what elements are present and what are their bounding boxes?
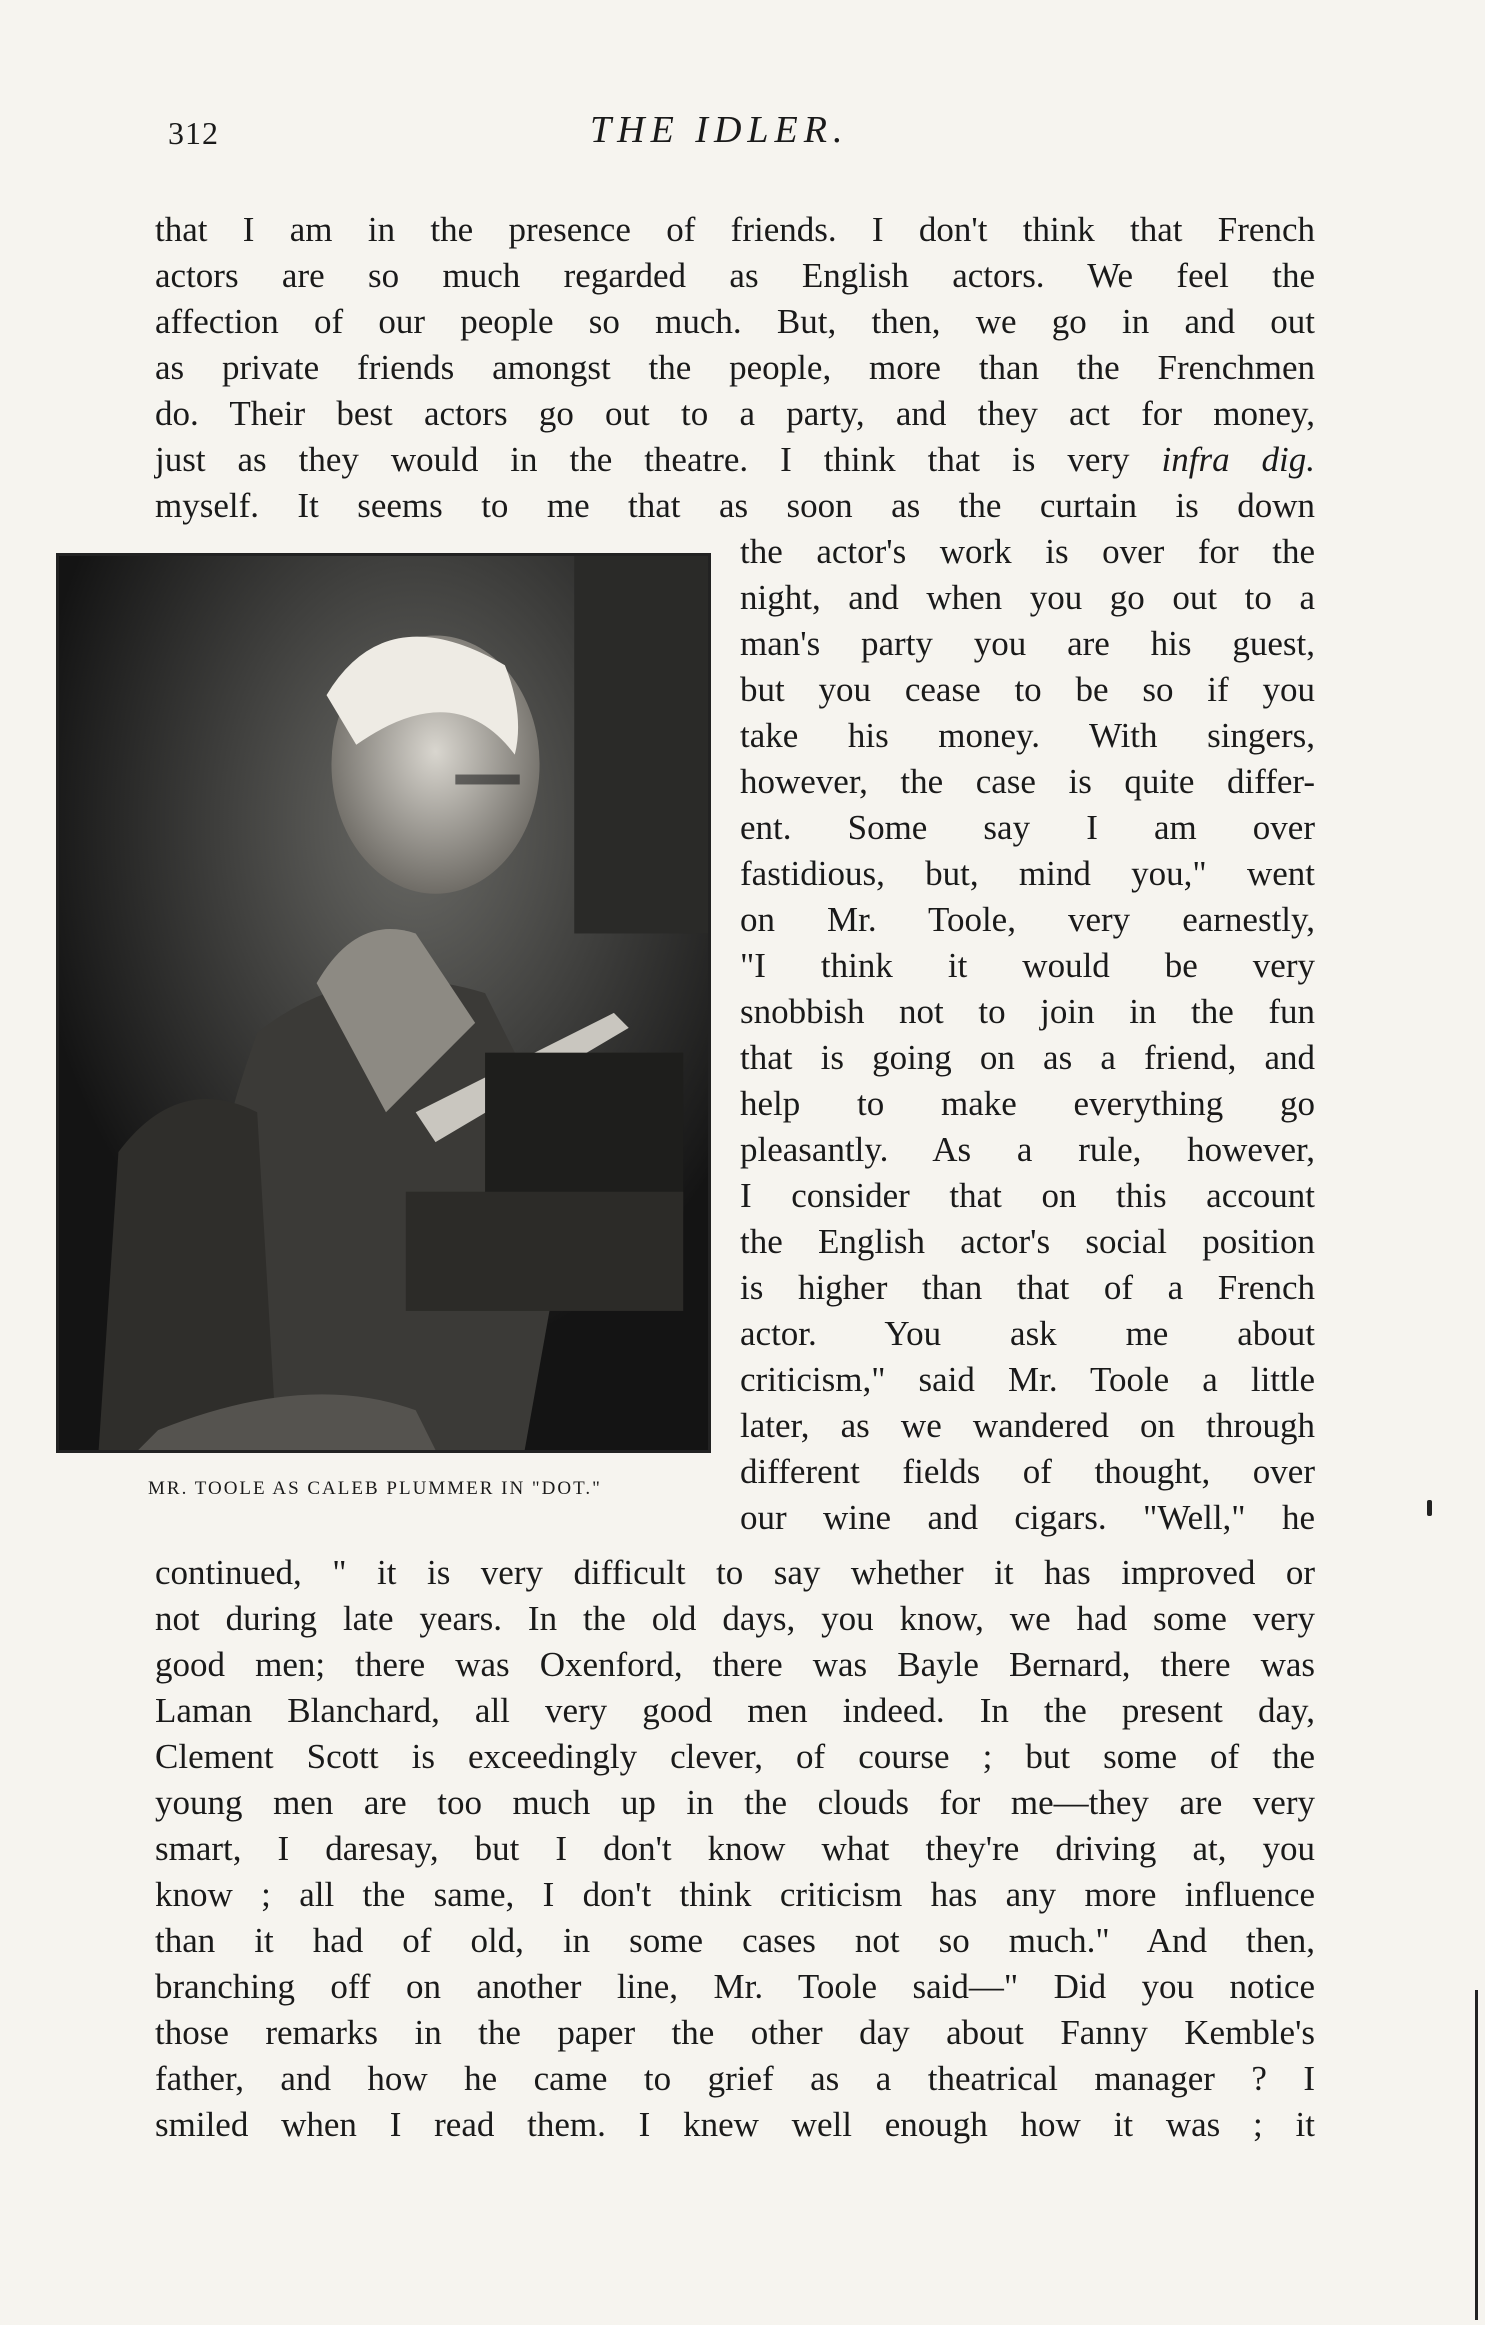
- body-line-bottom-3: good men; there was Oxenford, there was Bayle Bernard, there was: [155, 1645, 1315, 1684]
- body-line-bottom-2: not during late years. In the old days, you know, we had some very: [155, 1599, 1315, 1638]
- body-line-right-15: I consider that on this account: [740, 1176, 1315, 1215]
- body-line-right-9: on Mr. Toole, very earnestly,: [740, 900, 1315, 939]
- portrait-photo-icon: [59, 556, 708, 1450]
- body-line-right-18: actor. You ask me about: [740, 1314, 1315, 1353]
- body-line-top-1: that I am in the presence of friends. I don't think that French: [155, 210, 1315, 249]
- body-line-right-22: our wine and cigars. "Well," he: [740, 1498, 1315, 1537]
- body-line-bottom-10: branching off on another line, Mr. Toole said—" Did you notice: [155, 1967, 1315, 2006]
- page-number: 312: [168, 115, 219, 151]
- body-line-right-20: later, as we wandered on through: [740, 1406, 1315, 1445]
- body-line-right-2: night, and when you go out to a: [740, 578, 1315, 617]
- scan-speck: [1427, 1500, 1432, 1516]
- body-line-bottom-8: know ; all the same, I don't think criticism has any more influence: [155, 1875, 1315, 1914]
- body-line-right-11: snobbish not to join in the fun: [740, 992, 1315, 1031]
- scan-edge-mark: [1475, 1990, 1478, 2320]
- body-line-bottom-11: those remarks in the paper the other day about Fanny Kemble's: [155, 2013, 1315, 2052]
- body-line-right-17: is higher than that of a French: [740, 1268, 1315, 1307]
- body-line-bottom-6: young men are too much up in the clouds for me—they are very: [155, 1783, 1315, 1822]
- body-line-right-14: pleasantly. As a rule, however,: [740, 1130, 1315, 1169]
- body-line-bottom-4: Laman Blanchard, all very good men indeed. In the present day,: [155, 1691, 1315, 1730]
- body-line-right-5: take his money. With singers,: [740, 716, 1315, 755]
- body-line-right-8: fastidious, but, mind you," went: [740, 854, 1315, 893]
- body-line-right-12: that is going on as a friend, and: [740, 1038, 1315, 1077]
- body-line-right-1: the actor's work is over for the: [740, 532, 1315, 571]
- body-line-right-3: man's party you are his guest,: [740, 624, 1315, 663]
- body-line-bottom-1: continued, " it is very difficult to say whether it has improved or: [155, 1553, 1315, 1592]
- body-line-right-7: ent. Some say I am over: [740, 808, 1315, 847]
- body-line-bottom-9: than it had of old, in some cases not so much." And then,: [155, 1921, 1315, 1960]
- body-line-bottom-12: father, and how he came to grief as a theatrical manager ? I: [155, 2059, 1315, 2098]
- body-line-right-4: but you cease to be so if you: [740, 670, 1315, 709]
- body-line-right-13: help to make everything go: [740, 1084, 1315, 1123]
- body-line-right-10: "I think it would be very: [740, 946, 1315, 985]
- figure-caption: MR. TOOLE AS CALEB PLUMMER IN "DOT.": [148, 1478, 602, 1499]
- portrait-photo: [56, 553, 711, 1453]
- body-line-right-6: however, the case is quite differ-: [740, 762, 1315, 801]
- body-line-top-6: [155, 437, 1315, 483]
- infra-dig-italic: infra dig.: [1161, 440, 1316, 479]
- body-line-right-21: different fields of thought, over: [740, 1452, 1315, 1491]
- body-line-top-5: do. Their best actors go out to a party, and they act for money,: [155, 394, 1315, 433]
- body-line-top-2: actors are so much regarded as English actors. We feel the: [155, 256, 1315, 295]
- running-title: THE IDLER.: [590, 109, 849, 151]
- body-line-top-6-text: just as they would in the theatre. I think that is very: [155, 440, 1130, 479]
- body-line-right-16: the English actor's social position: [740, 1222, 1315, 1261]
- body-line-top-3: affection of our people so much. But, then, we go in and out: [155, 302, 1315, 341]
- body-line-bottom-5: Clement Scott is exceedingly clever, of course ; but some of the: [155, 1737, 1315, 1776]
- body-line-top-7: myself. It seems to me that as soon as the curtain is down: [155, 486, 1315, 525]
- body-line-right-19: criticism," said Mr. Toole a little: [740, 1360, 1315, 1399]
- body-line-bottom-13: smiled when I read them. I knew well enough how it was ; it: [155, 2105, 1315, 2144]
- body-line-top-4: as private friends amongst the people, more than the Frenchmen: [155, 348, 1315, 387]
- body-line-bottom-7: smart, I daresay, but I don't know what they're driving at, you: [155, 1829, 1315, 1868]
